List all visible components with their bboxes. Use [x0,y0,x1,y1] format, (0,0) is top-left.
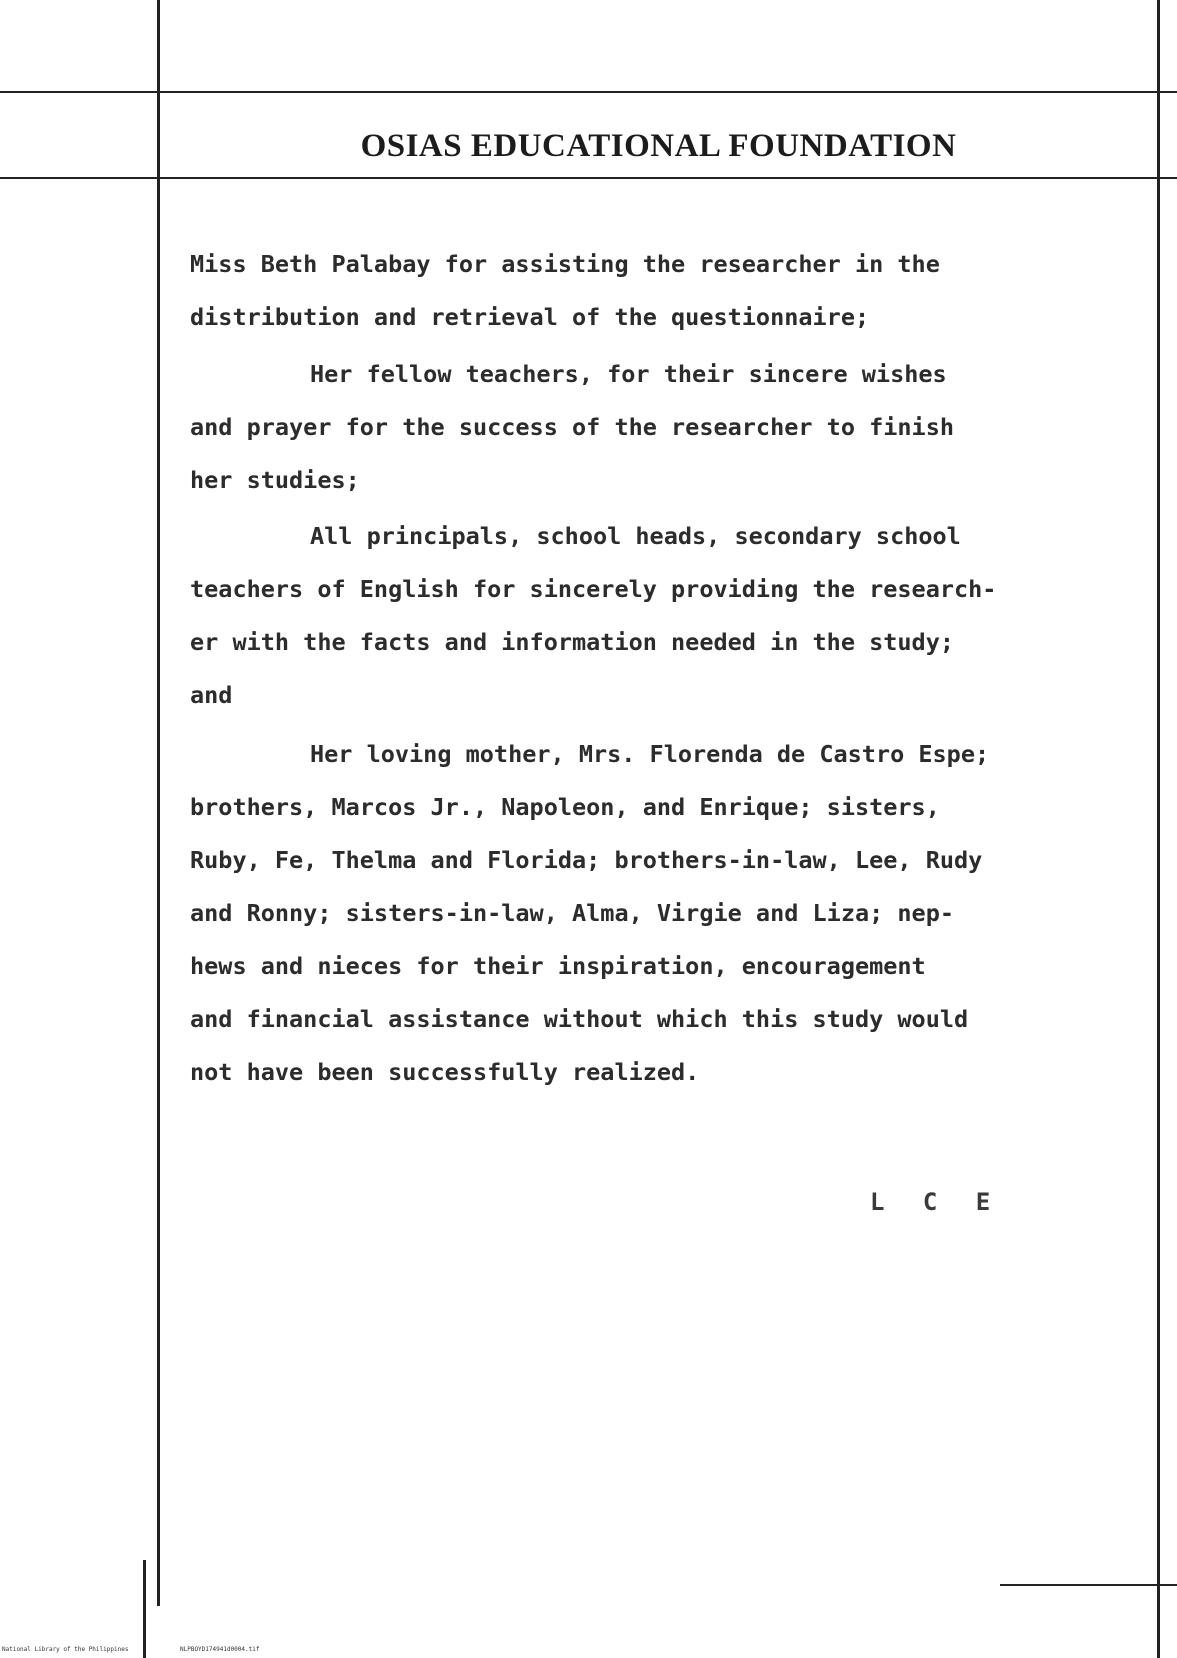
text-line: not have been successfully realized. [190,1058,700,1086]
right-margin-line [1157,0,1160,1658]
page-title: OSIAS EDUCATIONAL FOUNDATION [360,128,957,164]
paragraph-acknowledgment-4 [190,728,1130,1099]
text-line: distribution and retrieval of the questionnaire; [190,303,870,331]
top-rule-line [0,91,1177,93]
text-line: her studies; [190,466,360,494]
text-line: Her loving mother, Mrs. Florenda de Castro Espe; [310,740,990,768]
text-line: and prayer for the success of the researcher to finish [190,413,955,441]
paragraph-acknowledgment-2 [190,348,1130,507]
text-line: All principals, school heads, secondary school [310,522,961,550]
header-rule-line [0,177,1177,179]
text-line: and Ronny; sisters-in-law, Alma, Virgie and Liza; nep- [190,899,955,927]
text-line: teachers of English for sincerely providing the research- [190,575,997,603]
footer-file-label: NLPBOYD174941d0004.tif [180,1646,260,1653]
text-line: Ruby, Fe, Thelma and Florida; brothers-in-law, Lee, Rudy [190,846,983,874]
text-line: and [190,681,233,709]
left-margin-line-lower [143,1560,146,1658]
left-margin-line [157,0,160,1606]
text-line: and financial assistance without which this study would [190,1005,969,1033]
text-line: hews and nieces for their inspiration, encouragement [190,952,926,980]
author-initials: L C E [870,1188,1003,1216]
footer-library-label: National Library of the Philippines [2,1646,129,1653]
bottom-rule-line [1000,1584,1177,1586]
text-line: Her fellow teachers, for their sincere wishes [310,360,947,388]
paragraph-acknowledgment-1 [190,238,1130,344]
text-line: brothers, Marcos Jr., Napoleon, and Enrique; sisters, [190,793,940,821]
text-line: Miss Beth Palabay for assisting the researcher in the [190,250,940,278]
text-line: er with the facts and information needed in the study; [190,628,955,656]
paragraph-acknowledgment-3 [190,510,1130,722]
